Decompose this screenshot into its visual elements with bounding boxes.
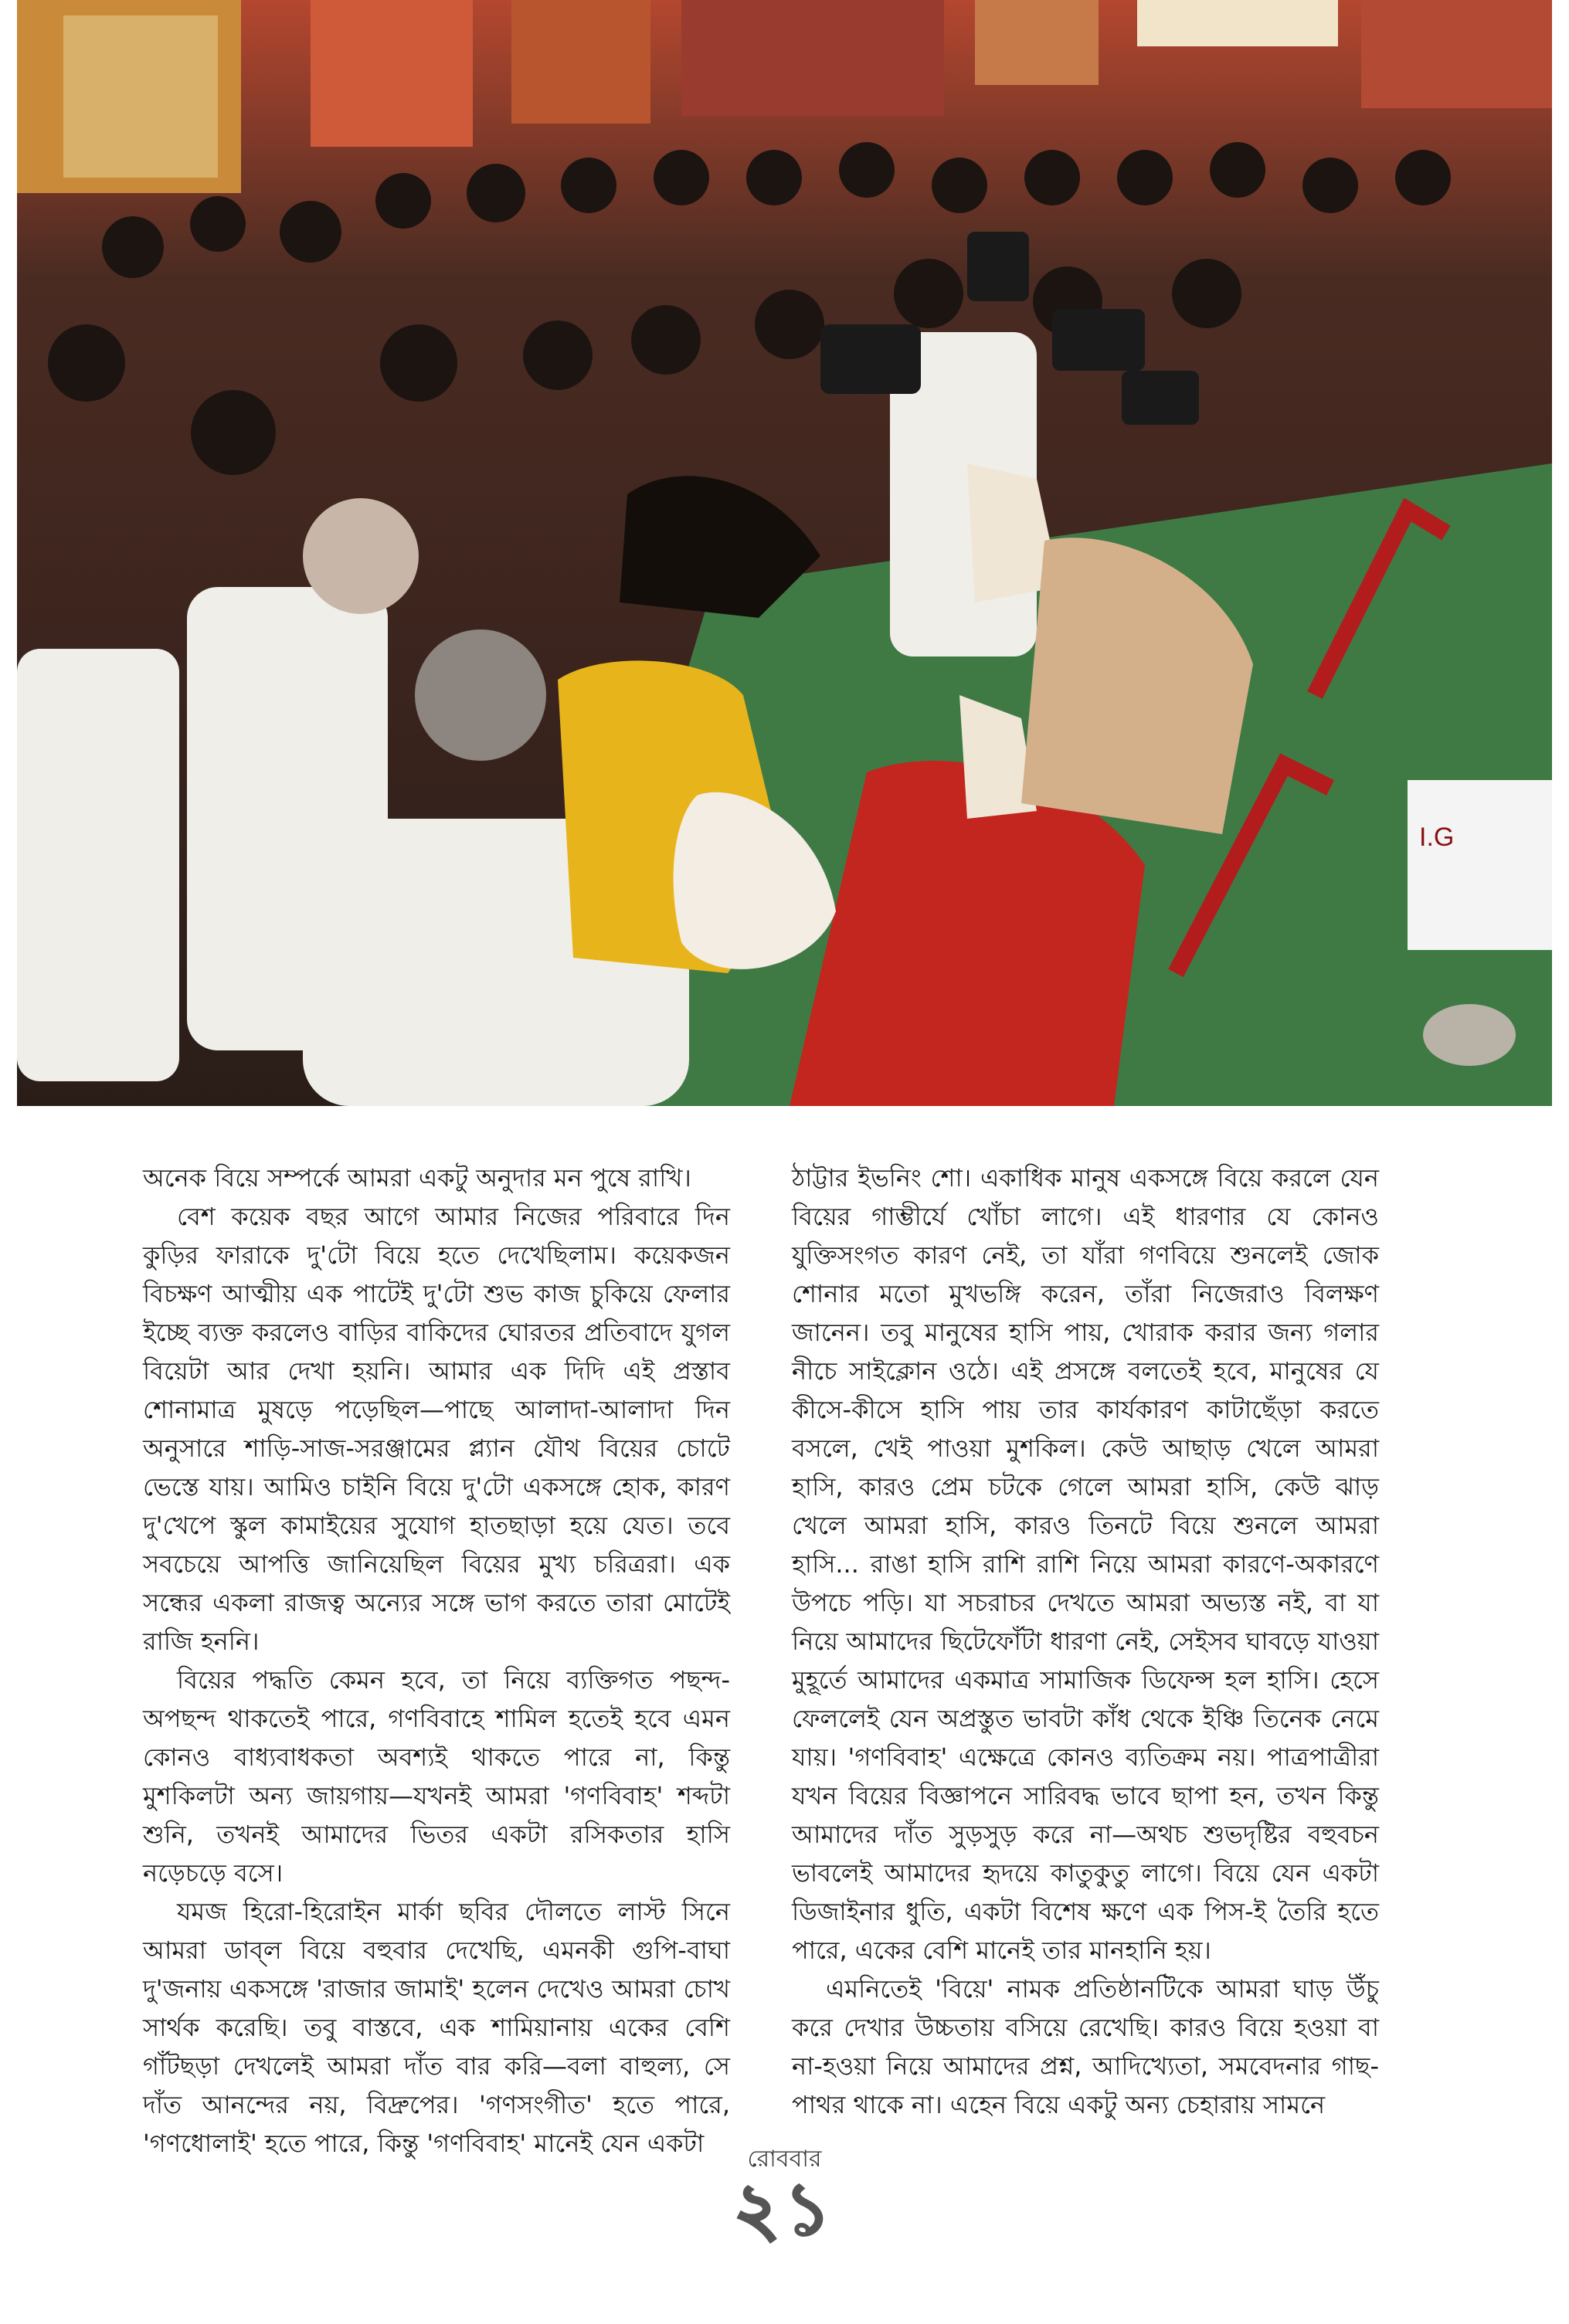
article-paragraph: ঠাট্টার ইভনিং শো। একাধিক মানুষ একসঙ্গে বিয়ে করলে যেন বিয়ের গাম্ভীর্যে খোঁচা লাগে। এই ধারণার যে কোনও যুক্তিসংগত কারণ নেই, তা যাঁরা গণবিয়ে শুনলেই জোক শোনার মতো মুখভঙ্গি করেন, তাঁরা নিজেরাও বিলক্ষণ জানেন। তবু মানুষের হাসি পায়, খোরাক করার জন্য গলার নীচে সাইক্লোন ওঠে। এই প্রসঙ্গে বলতেই হবে, মানুষের যে কীসে-কীসে হাসি পায় তার কার্যকারণ কাটাছেঁড়া করতে বসলে, খেই পাওয়া মুশকিল। কেউ আছাড় খেলে আমরা হাসি, কারও প্রেম চটকে গেলে আমরা হাসি, কেউ ঝাড় খেলে আমরা হাসি, কারও তিনটে বিয়ে শুনলে আমরা হাসি... রাঙা হাসি রাশি রাশি নিয়ে আমরা কারণে-অকারণে উপচে পড়ি। যা সচরাচর দেখতে আমরা অভ্যস্ত নই, বা যা নিয়ে আমাদের ছিটেফোঁটা ধারণা নেই, সেইসব ঘাবড়ে যাওয়া মুহূর্তে আমাদের একমাত্র সামাজিক ডিফেন্স হল হাসি। হেসে ফেললেই যেন অপ্রস্তুত ভাবটা কাঁধ থেকে ইঞ্চি তিনেক নেমে যায়। 'গণবিবাহ' এক্ষেত্রে কোনও ব্যতিক্রম নয়। পাত্রপাত্রীরা যখন বিয়ের বিজ্ঞাপনে সারিবদ্ধ ভাবে ছাপা হন, তখন কিন্তু আমাদের দাঁত সুড়সুড় করে না—অথচ শুভদৃষ্টির বহুবচন ভাবলেই আমাদের হৃদয়ে কাতুকুতু লাগে। বিয়ে যেন একটা ডিজাইনার ধুতি, একটা বিশেষ ক্ষণে এক পিস-ই তৈরি হতে পারে, একের বেশি মানেই তার মানহানি হয়। [792,1163,1379,1965]
grey-head [415,629,546,761]
bald-head [303,498,419,614]
article-paragraph: বিয়ের পদ্ধতি কেমন হবে, তা নিয়ে ব্যক্তিগত পছন্দ-অপছন্দ থাকতেই পারে, গণবিবাহে শামিল হতেই হবে এমন কোনও বাধ্যবাধকতা অবশ্যই থাকতে পারে না, কিন্তু মুশকিলটা অন্য জায়গায়—যখনই আমরা 'গণবিবাহ' শব্দটা শুনি, তখনই আমাদের ভিতর একটা রসিকতার হাসি নড়েচড়ে বসে। [143,1665,730,1888]
article-column-right [792,1159,1379,2124]
magazine-name: রোববার [747,2146,822,2173]
brass-plates [1423,1004,1516,1066]
article-paragraph: এমনিতেই 'বিয়ে' নামক প্রতিষ্ঠানটিকে আমরা ঘাড় উঁচু করে দেখার উচ্চতায় বসিয়ে রেখেছি। কারও বিয়ে হওয়া বা না-হওয়া নিয়ে আমাদের প্রশ্ন, আদিখ্যেতা, সমবেদনার গাছ-পাথর থাকে না। এহেন বিয়ে একটু অন্য চেহারায় সামনে [792,1974,1379,2119]
wedding-photo [17,0,1552,1106]
gift-box [1408,780,1552,950]
article-paragraph: বেশ কয়েক বছর আগে আমার নিজের পরিবারে দিন কুড়ির ফারাকে দু'টো বিয়ে হতে দেখেছিলাম। কয়েকজন বিচক্ষণ আত্মীয় এক পাটেই দু'টো শুভ কাজ চুকিয়ে ফেলার ইচ্ছে ব্যক্ত করলেও বাড়ির বাকিদের ঘোরতর প্রতিবাদে যুগল বিয়েটা আর দেখা হয়নি। আমার এক দিদি এই প্রস্তাব শোনামাত্র মুষড়ে পড়েছিল—পাছে আলাদা-আলাদা দিন অনুসারে শাড়ি-সাজ-সরঞ্জামের প্ল্যান যৌথ বিয়ের চোটে ভেস্তে যায়। আমিও চাইনি বিয়ে দু'টো একসঙ্গে হোক, কারণ দু'খেপে স্কুল কামাইয়ের সুযোগ হাতছাড়া হয়ে যেত। তবে সবচেয়ে আপত্তি জানিয়েছিল বিয়ের মুখ্য চরিত্ররা। এক সন্ধের একলা রাজত্ব অন্যের সঙ্গে ভাগ করতে তারা মোটেই রাজি হননি। [143,1202,730,1656]
gift-box-logo: I.G [1419,823,1455,852]
page-number: ২১ [733,2167,836,2251]
article-column-left [143,1159,730,2163]
wedding-photo-illustration [17,0,1552,1106]
page-footer [0,2146,1569,2251]
article-paragraph: যমজ হিরো-হিরোইন মার্কা ছবির দৌলতে লাস্ট সিনে আমরা ডাব্‌ল বিয়ে বহুবার দেখেছি, এমনকী গুপি-বাঘা দু'জনায় একসঙ্গে 'রাজার জামাই' হলেন দেখেও আমরা চোখ সার্থক করেছি। তবু বাস্তবে, এক শামিয়ানায় একের বেশি গাঁটছড়া দেখলেই আমরা দাঁত বার করি—বলা বাহুল্য, সে দাঁত আনন্দের নয়, বিদ্রুপের। 'গণসংগীত' হতে পারে, 'গণধোলাই' হতে পারে, কিন্তু 'গণবিবাহ' মানেই যেন একটা [143,1897,730,2158]
article-paragraph: অনেক বিয়ে সম্পর্কে আমরা একটু অনুদার মন পুষে রাখি। [143,1163,691,1193]
